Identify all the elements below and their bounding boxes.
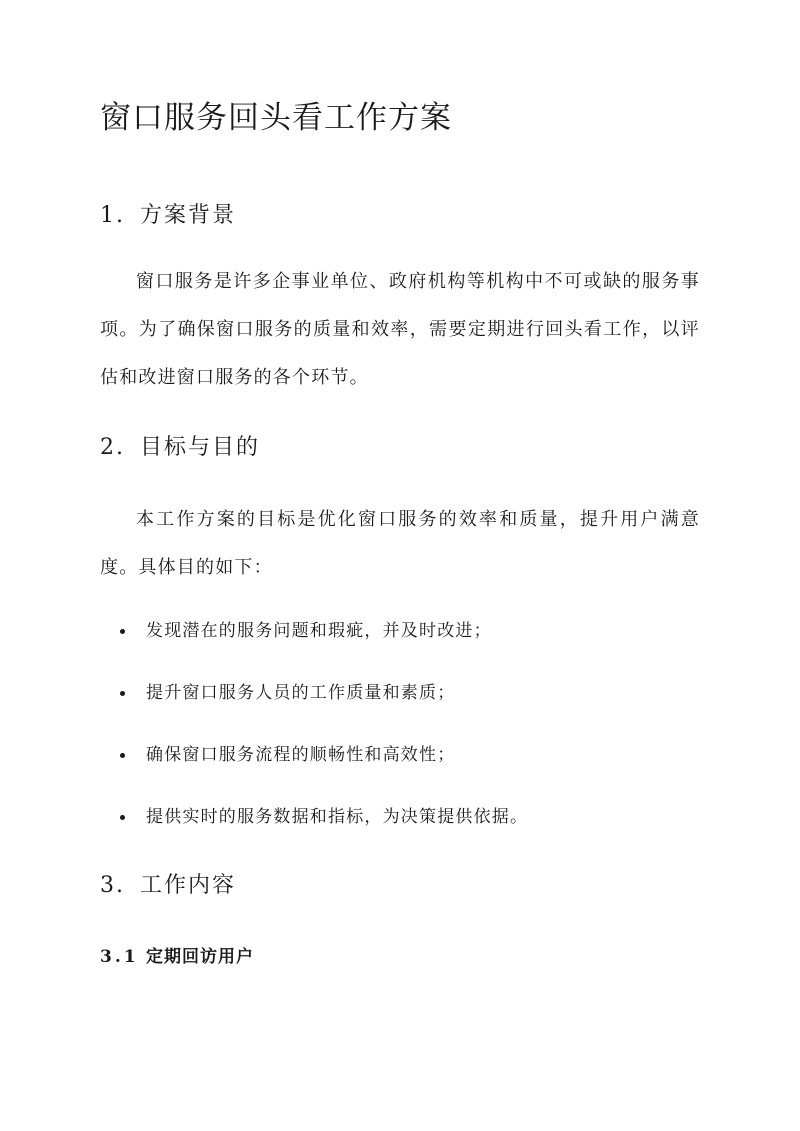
list-item — [100, 803, 700, 865]
subsection-title-3-1: 定期回访用户 — [146, 947, 254, 967]
subsection-heading-3-1 — [100, 942, 254, 967]
list-item-text: 确保窗口服务流程的顺畅性和高效性； — [146, 745, 456, 765]
section-number-2: 2. — [100, 435, 125, 460]
bullet-icon — [120, 691, 125, 696]
list-item — [100, 617, 700, 679]
section-heading-1 — [100, 198, 236, 229]
subsection-number-3-1: 3.1 — [100, 947, 139, 967]
section-heading-3 — [100, 868, 236, 899]
list-item-text: 发现潜在的服务问题和瑕疵，并及时改进； — [146, 621, 492, 641]
bullet-icon — [120, 815, 125, 820]
section-title-2: 目标与目的 — [140, 435, 261, 460]
list-item — [100, 679, 700, 741]
section-title-3: 工作内容 — [140, 873, 237, 898]
document-title: 窗口服务回头看工作方案 — [100, 100, 452, 136]
section-number-1: 1. — [100, 203, 125, 228]
section-number-3: 3. — [100, 873, 125, 898]
bullet-icon — [120, 753, 125, 758]
list-item-text: 提升窗口服务人员的工作质量和素质； — [146, 683, 456, 703]
section-paragraph-2: 本工作方案的目标是优化窗口服务的效率和质量，提升用户满意度。具体目的如下： — [100, 509, 700, 578]
list-item — [100, 741, 700, 803]
section-title-1: 方案背景 — [140, 203, 237, 228]
goal-list — [100, 617, 700, 865]
list-item-text: 提供实时的服务数据和指标，为决策提供依据。 — [146, 807, 529, 827]
bullet-icon — [120, 629, 125, 634]
section-heading-2 — [100, 430, 260, 461]
section-paragraph-1: 窗口服务是许多企事业单位、政府机构等机构中不可或缺的服务事项。为了确保窗口服务的质量和效率，需要定期进行回头看工作，以评估和改进窗口服务的各个环节。 — [100, 271, 700, 388]
